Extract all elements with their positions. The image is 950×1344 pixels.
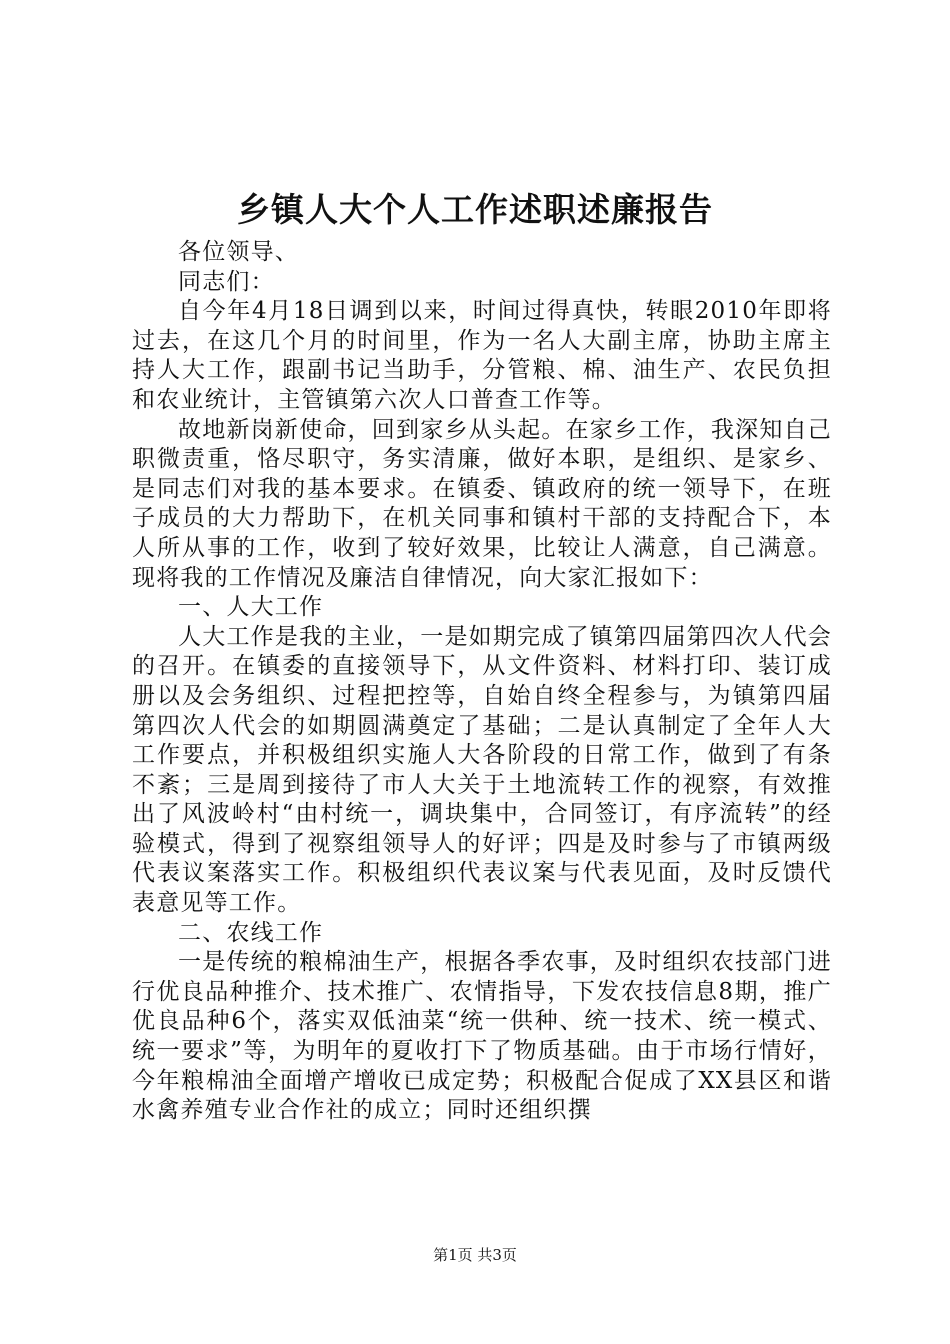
body-paragraph: 一是传统的粮棉油生产，根据各季农事，及时组织农技部门进行优良品种推介、技术推广、农情指导，下发农技信息8期，推广优良品种6个，落实双低油菜“统一供种、统一技术、统一模式、统一要求”等，为明年的夏收打下了物质基础。由于市场行情好，今年粮棉油全面增产增收已成定势；积极配合促成了XX县区和谐水禽养殖专业合作社的成立；同时还组织撰 <box>132 949 832 1124</box>
page-number-footer: 第1页 共3页 <box>433 1246 517 1264</box>
section-heading-npc-work: 一、人大工作 <box>178 594 324 621</box>
body-paragraph: 故地新岗新使命，回到家乡从头起。在家乡工作，我深知自己职微责重，恪尽职守，务实清廉，做好本职，是组织、是家乡、是同志们对我的基本要求。在镇委、镇政府的统一领导下，在班子成员的大力帮助下，在机关同事和镇村干部的支持配合下，本人所从事的工作，收到了较好效果，比较让人满意，自己满意。现将我的工作情况及廉洁自律情况，向大家汇报如下： <box>132 416 832 591</box>
document-title: 乡镇人大个人工作述职述廉报告 <box>237 190 713 229</box>
salutation-leaders: 各位领导、 <box>178 239 299 265</box>
body-paragraph: 自今年4月18日调到以来，时间过得真快，转眼2010年即将过去，在这几个月的时间里，作为一名人大副主席，协助主席主持人大工作，跟副书记当助手，分管粮、棉、油生产、农民负担和农业统计，主管镇第六次人口普查工作等。 <box>132 298 832 413</box>
document-body <box>132 238 832 1126</box>
body-paragraph: 人大工作是我的主业，一是如期完成了镇第四届第四次人代会的召开。在镇委的直接领导下，从文件资料、材料打印、装订成册以及会务组织、过程把控等，自始自终全程参与，为镇第四届第四次人代会的如期圆满奠定了基础；二是认真制定了全年人大工作要点，并积极组织实施人大各阶段的日常工作，做到了有条不紊；三是周到接待了市人大关于土地流转工作的视察，有效推出了风波岭村“由村统一，调块集中，合同签订，有序流转”的经验模式，得到了视察组领导人的好评；四是及时参与了市镇两级代表议案落实工作。积极组织代表议案与代表见面，及时反馈代表意见等工作。 <box>132 623 832 917</box>
salutation-comrades: 同志们： <box>178 268 275 295</box>
section-heading-agriculture-work: 二、农线工作 <box>178 919 324 946</box>
